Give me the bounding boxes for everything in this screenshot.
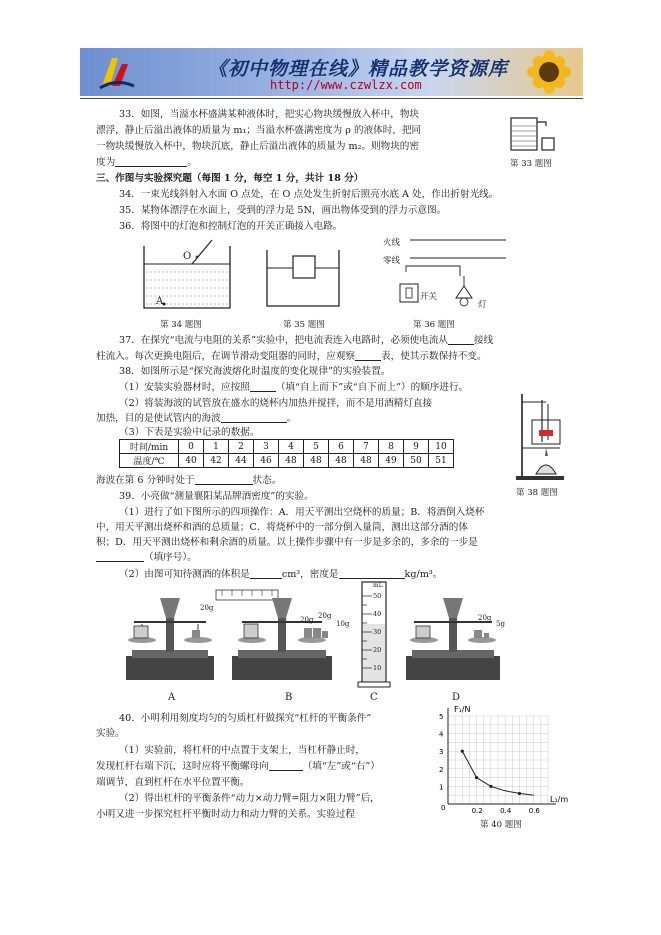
q37-blank-1[interactable] (448, 334, 474, 345)
chart-origin-label: 0 (441, 804, 446, 812)
q33-line2: 漂浮，静止后溢出液体的质量为 m₁；当溢水杯盛满密度为 ρ 的液体时，把同 (96, 125, 422, 136)
table-cell: 46 (254, 454, 279, 468)
q38-after-table: 海波在第 6 分钟时处于 状态。 (96, 475, 282, 486)
q33-caption: 第 33 题图 (510, 159, 552, 169)
fig39-b-weight-2: 20g (318, 612, 332, 620)
fig38-apparatus (512, 390, 568, 482)
q39-part1-line1: （1）进行了如下图所示的四项操作：A．用天平测出空烧杯的质量；B．将酒倒入烧杯 (119, 507, 485, 518)
chart-x-tick-label: 0.4 (500, 807, 512, 815)
chart-point (475, 776, 478, 779)
table-cell: 42 (204, 454, 229, 468)
q40-part1-line1: （1）实验前，将杠杆的中点置于支架上，当杠杆静止时， (119, 745, 365, 756)
header-banner (80, 48, 583, 96)
fig39-balance-b (212, 584, 342, 686)
q40-part1-line3: 端调节，直到杠杆在水平位置平衡。 (96, 777, 250, 788)
fig34-caption: 第 34 题图 (160, 320, 202, 330)
fig39-a-weight: 20g (200, 604, 214, 612)
table-cell: 44 (229, 454, 254, 468)
q38-intro: 38．如图所示是“探究海波熔化时温度的变化规律”的实验装置。 (119, 366, 391, 377)
q37-blank-2[interactable] (355, 350, 381, 361)
table-header-time: 时间/min (120, 440, 179, 454)
q39-blank-2[interactable] (250, 568, 282, 579)
fig39-label-a: A (168, 692, 176, 703)
fig40-caption: 第 40 题图 (480, 820, 522, 830)
table-cell: 2 (229, 440, 254, 454)
q39-part1-line3: 积；D．用天平测出烧杯和剩余酒的质量。以上操作步骤中有一步是多余的，多余的一步是 (96, 537, 478, 548)
q33-line4: 度为 。 (96, 157, 197, 168)
q40-part2-line2: 小明又进一步探究杠杆平衡时动力和动力臂的关系。实验过程 (96, 809, 356, 820)
chart-y-tick-label: 1 (439, 783, 444, 792)
q33-answer-blank[interactable] (115, 156, 187, 167)
table-cell: 9 (404, 440, 429, 454)
q33-line1: 33．如图，当溢水杯盛满某种液体时，把实心物块缓慢放入杯中，物块 (119, 109, 420, 120)
section-3-heading: 三、作图与实验探究题（每图 1 分，每空 1 分，共计 18 分） (96, 173, 364, 184)
table-cell: 1 (204, 440, 229, 454)
chart-point (461, 750, 464, 753)
table-cell: 48 (279, 454, 304, 468)
q40-line1: 40．小明利用刻度均匀的匀质杠杆做探究“杠杆的平衡条件” (119, 713, 372, 724)
chart-x-tick-label: 0.6 (528, 807, 540, 815)
sunflower-icon (521, 50, 577, 94)
fig36-lamp-label: 灯 (478, 300, 487, 310)
q37-line1: 37．在探究“电流与电阻的关系”实验中，把电流表连入电路时，必须使电流从 接线 (119, 335, 494, 346)
chart-y-tick-label: 4 (439, 730, 444, 739)
fig36-switch-label: 开关 (420, 292, 438, 302)
fig36-caption: 第 36 题图 (413, 320, 455, 330)
q40-blank-1[interactable] (269, 760, 303, 771)
fig40-chart (436, 704, 569, 816)
fig39-d-weight-1: 20g (478, 614, 492, 622)
fig39-label-d: D (452, 692, 461, 703)
chart-point (518, 792, 521, 795)
fig39-b-weight-1: 20g (300, 616, 314, 624)
table-cell: 0 (179, 440, 204, 454)
table-cell: 3 (254, 440, 279, 454)
fig39-cylinder-tick: 30 (373, 628, 382, 636)
q38-part2-line1: （2）将装海波的试管放在盛水的烧杯内加热并搅拌，而不是用酒精灯直接 (119, 398, 433, 409)
table-cell: 7 (354, 440, 379, 454)
banner-url[interactable]: http://www.czwlzx.com (270, 78, 422, 92)
fig36-live-wire-label: 火线 (383, 238, 401, 248)
table-cell: 51 (429, 454, 454, 468)
q40-part1-line2: 发现杠杆右端下沉，这时应将平衡螺母向 （填“左”或“右”） (96, 761, 380, 772)
chart-y-tick-label: 2 (439, 765, 444, 774)
table-cell: 49 (379, 454, 404, 468)
fig35-caption: 第 35 题图 (283, 320, 325, 330)
q38-part1: （1）安装实验器材时，应按照 （填“自上而下”或“自下而上”）的顺序进行。 (119, 382, 469, 393)
table-cell: 48 (354, 454, 379, 468)
chart-point (489, 785, 492, 788)
q38-blank-3[interactable] (195, 474, 253, 485)
q33-figure (508, 112, 558, 158)
q38-data-table (119, 439, 454, 468)
chart-y-tick-label: 3 (439, 748, 444, 757)
fig39-cylinder-tick: 50 (373, 592, 382, 600)
table-cell: 50 (404, 454, 429, 468)
table-cell: 5 (304, 440, 329, 454)
q39-blank-1[interactable] (96, 551, 144, 562)
q35-text: 35．某物体漂浮在水面上，受到的浮力是 5N，画出物体受到的浮力示意图。 (119, 205, 447, 216)
q37-line2: 柱流入。每次更换电阻后，在调节滑动变阻器的同时，应观察 表，使其示数保持不变。 (96, 351, 487, 362)
q40-part2-line1: （2）得出杠杆的平衡条件“动力×动力臂=阻力×阻力臂”后， (119, 793, 380, 804)
q34-text: 34．一束光线斜射入水面 O 点处，在 O 点处发生折射后照亮水底 A 处，作出折射光线。 (119, 189, 499, 200)
fig39-cylinder-unit: mL (373, 582, 383, 589)
table-cell: 8 (379, 440, 404, 454)
q39-part1-line2: 中，用天平测出烧杯和酒的总质量；C．将烧杯中的一部分倒入量筒，测出这部分酒的体 (96, 522, 468, 533)
fig34-diagram (138, 236, 238, 316)
fig36-neutral-wire-label: 零线 (383, 256, 401, 266)
table-cell: 48 (304, 454, 329, 468)
table-row (120, 440, 454, 454)
table-cell: 10 (429, 440, 454, 454)
table-header-temp: 温度/℃ (120, 454, 179, 468)
q39-part1-line4: （填序号）。 (96, 551, 197, 564)
fig39-label-c: C (370, 692, 378, 703)
fig34-label-a: A (156, 296, 164, 307)
fig39-label-b: B (285, 692, 293, 703)
fig38-caption: 第 38 题图 (516, 488, 558, 498)
chart-x-axis-label: L₁/m (550, 795, 569, 804)
q38-part2-line2: 加热，目的是使试管内的海波 。 (96, 413, 297, 424)
q36-text: 36．将图中的灯泡和控制灯泡的开关正确接入电路。 (119, 221, 343, 232)
q40-line2: 实验。 (96, 728, 125, 739)
fig39-d-weight-2: 5g (496, 620, 505, 628)
table-cell: 4 (279, 440, 304, 454)
chart-y-axis-label: F₁/N (454, 705, 471, 714)
q38-part3: （3）下表是实验中记录的数据。 (119, 427, 260, 438)
fig39-b-weight-3: 10g (336, 620, 350, 628)
chart-tick-labels (439, 713, 540, 815)
table-row (120, 454, 454, 468)
fig39-cylinder-tick: 20 (373, 646, 382, 654)
table-cell: 40 (179, 454, 204, 468)
q39-intro: 39．小亮做“测量襄阳某品牌酒密度”的实验。 (119, 491, 314, 502)
fig39-balance-d (400, 590, 510, 686)
chart-grid (448, 716, 548, 804)
banner-title: 《初中物理在线》精品教学资源库 (208, 58, 509, 80)
fig34-label-o: O (183, 251, 192, 262)
fig39-cylinder-tick: 40 (373, 610, 382, 618)
chart-y-tick-label: 5 (439, 713, 444, 721)
header-rule (80, 98, 583, 99)
q33-line3: 一物块缓慢放入杯中，物块沉底，静止后溢出液体的质量为 m₂。则物块的密 (96, 141, 419, 152)
table-cell: 6 (329, 440, 354, 454)
fig35-diagram (263, 244, 343, 314)
logo-icon (96, 52, 136, 92)
q39-part2: （2）由图可知待测酒的体积是 cm³，密度是 kg/m³。 (119, 569, 443, 580)
table-cell: 48 (329, 454, 354, 468)
fig39-cylinder-tick: 10 (373, 664, 382, 672)
chart-x-tick-label: 0.2 (471, 807, 483, 815)
q38-blank-1[interactable] (250, 381, 276, 392)
q38-blank-2[interactable] (221, 412, 287, 423)
